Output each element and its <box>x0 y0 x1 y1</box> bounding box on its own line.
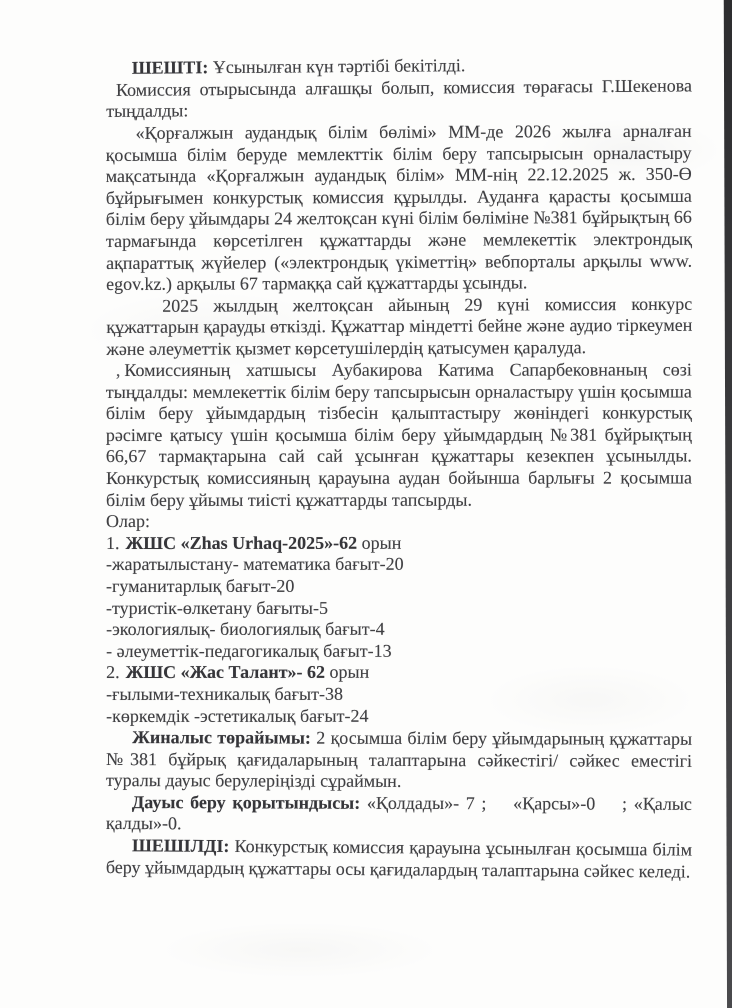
intro-paragraph: Комиссия отырысында алғашқы болып, комиссия төрағасы Г.Шекенова тыңдалды: <box>106 74 693 122</box>
decision-opening-label: ШЕШТІ: <box>131 57 209 78</box>
list-item <box>106 662 692 727</box>
vote-text: «Қолдады»- 7 ; «Қарсы»-0 ; «Қалыс қалды»-0. <box>105 793 697 835</box>
chair-paragraph <box>106 727 692 794</box>
document-body <box>105 55 697 882</box>
decision-final-paragraph <box>106 835 692 883</box>
provider-name-suffix: орын <box>357 532 402 553</box>
commission-paragraph: «Қорғалжын аудандық білім бөлімі» ММ-де 2026 жылға арналған қосымша білім беруде мемлекттік білім беру тапсырысын орналастыру мақсатында «Қорғалжын аудандық білім» ММ-нің 22.12.2025 ж. 350-Ө бұйрығымен конкурстық комиссия құрылды. Ауданға қарасты қосымша білім беру ұйымдары 24 желтоқсан күні білім бөліміне №381 бұйрықтың 66 тармағында көрсетілген құжаттарды және мемлекеттік электрондық ақпараттық жүйелер («электрондық үкіметтің» вебпорталы арқылы www. egov.kz.) арқылы 67 тармаққа сай құжаттарды ұсынды. <box>105 120 693 294</box>
direction-line: -жаратылыстану- математика бағыт-20 <box>106 554 404 575</box>
provider-name: ЖШС «Жас Талант»- 62 <box>125 662 326 683</box>
decision-opening-text: Ұсынылған күн тәртібі бекітілді. <box>212 55 466 78</box>
secretary-paragraph <box>106 360 692 512</box>
list-intro: Олар: <box>105 511 150 532</box>
provider-name: ЖШС «Zhas Urhaq-2025»-62 <box>125 532 358 554</box>
secretary-text: Комиссияның хатшысы Аубакирова Катима Сапарбековнаның сөзі тыңдалды: мемлекеттік білім беру тапсырысын орналастыру үшін қосымша білім беру ұйымдардың тізбесін қалыптастыру жөніндегі конкурстық рәсімге қатысу үшін қосымша білім беру ұйымдардың №381 бұйрықтың 66,67 тармақтарына сай сай ұсынған құжаттары кезекпен ұсынылды. Конкурстық комиссияның қарауына аудан бойынша барлығы 2 қосымша білім беру ұйымы тиісті құжаттарды тапсырды. <box>105 359 692 510</box>
provider-head <box>106 662 692 684</box>
provider-number: 1. <box>105 533 120 554</box>
provider-number: 2. <box>106 662 120 683</box>
provider-head <box>106 533 692 555</box>
chair-text: 2 қосымша білім беру ұйымдарының құжаттары №381 бұйрық қағидаларының талаптарына сәйкестігі/ сәйкес еместігі туралы дауыс берулеріңізді сұраймын. <box>105 728 693 792</box>
direction-line: -гуманитарлық бағыт-20 <box>106 576 295 597</box>
secretary-band <box>106 360 692 728</box>
review-paragraph: 2025 жылдың желтоқсан айының 29 күні комиссия конкурс құжаттарын қарауды өткізді. Құжаттар міндетті бейне және аудио тіркеумен және әлеуметтік қызмет көрсетушілердің қатысумен қаралуда. <box>106 293 693 359</box>
direction-line: - әлеуметтік-педагогикалық бағыт-13 <box>106 640 392 662</box>
list-item <box>106 533 692 663</box>
scan-artifact-comma: , <box>115 360 121 381</box>
commission-band <box>106 121 693 361</box>
scan-edge-shadow <box>721 0 732 1008</box>
final-decision-band <box>106 835 692 883</box>
provider-name-suffix: орын <box>325 662 370 683</box>
decision-final-label: ШЕШІЛДІ: <box>132 835 230 857</box>
vote-label: Дауыс беру қорытындысы: <box>131 792 361 813</box>
direction-line: -туристік-өлкетану бағыты-5 <box>106 597 328 618</box>
vote-paragraph <box>105 792 697 837</box>
decision-final-text: Конкурстық комиссия қарауына ұсынылған қосымша білім беру ұйымдардың құжаттары осы қағидалардың талаптарына сәйкес келеді. <box>105 836 693 882</box>
chair-label: Жиналыс төрайымы: <box>132 727 311 749</box>
direction-line: -экологиялық- биологиялық бағыт-4 <box>106 619 385 640</box>
chair-vote-band <box>105 727 697 837</box>
provider-list <box>106 533 692 728</box>
direction-line: -көркемдік -эстетикалық бағыт-24 <box>106 705 369 726</box>
direction-line: -ғылыми-техникалық бағыт-38 <box>106 684 344 705</box>
opening-band <box>106 53 692 122</box>
